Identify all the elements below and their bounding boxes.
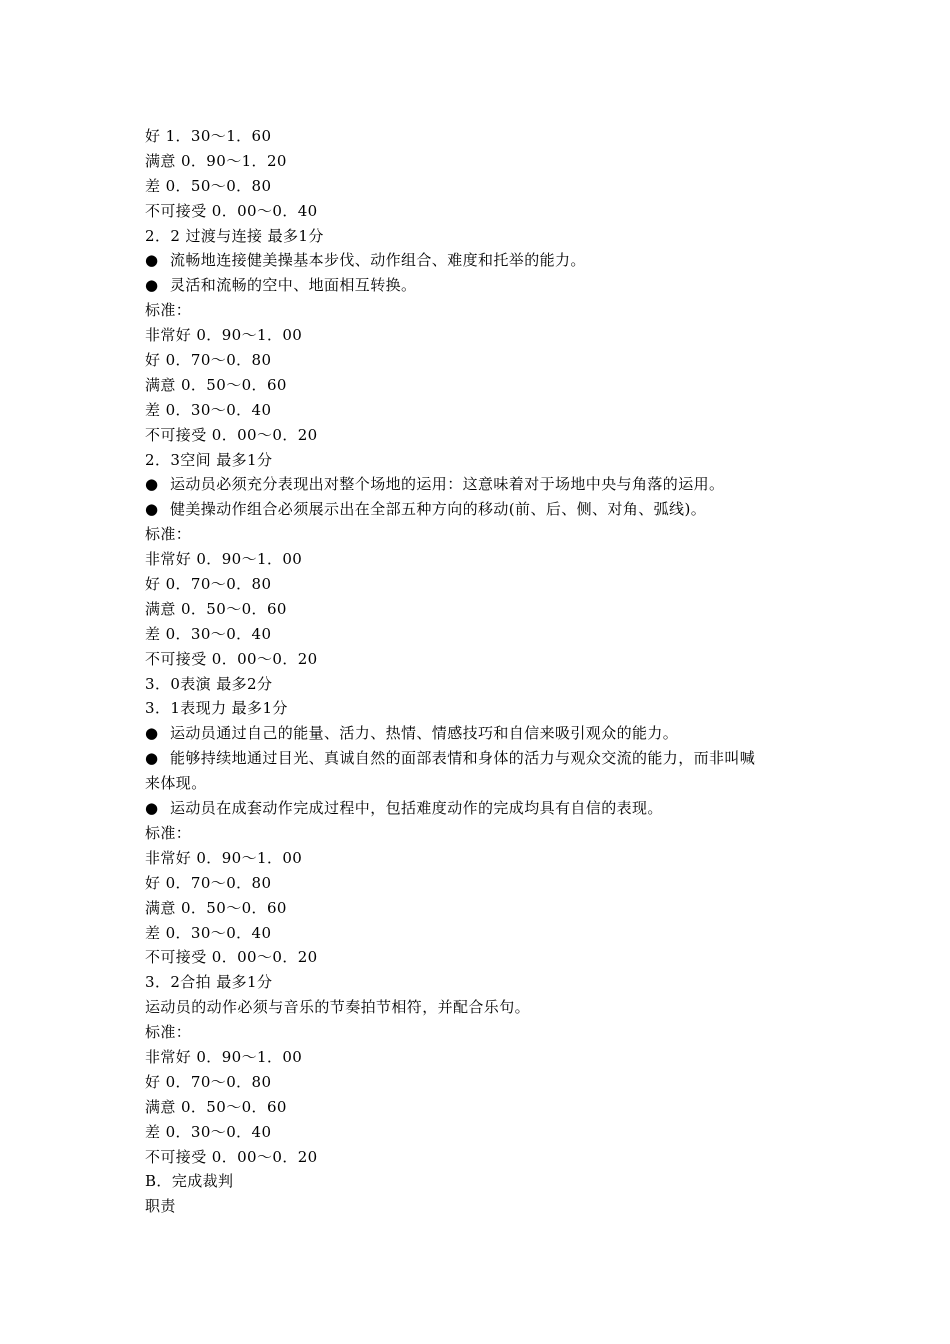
line-text: 能够持续地通过目光、真诚自然的面部表情和身体的活力与观众交流的能力，而非叫喊: [170, 749, 756, 768]
text-line: [145, 1020, 825, 1045]
line-text: 不可接受 0．00～0．20: [145, 425, 318, 444]
text-line: [145, 672, 825, 697]
line-text: 非常好 0．90～1．00: [145, 1047, 303, 1066]
line-text: 2．2 过渡与连接 最多1分: [145, 226, 324, 245]
line-text: 差 0．50～0．80: [145, 176, 272, 195]
line-text: 2．3空间 最多1分: [145, 450, 273, 469]
line-text: 不可接受 0．00～0．40: [145, 201, 318, 220]
line-text: 职责: [145, 1197, 176, 1216]
text-line: [145, 1194, 825, 1219]
line-text: 灵活和流畅的空中、地面相互转换。: [170, 276, 417, 295]
bullet-item: [145, 721, 825, 746]
line-text: 运动员的动作必须与音乐的节奏拍节相符，并配合乐句。: [145, 998, 531, 1017]
text-line: [145, 846, 825, 871]
bullet-icon: ●: [145, 251, 159, 270]
line-text: 流畅地连接健美操基本步伐、动作组合、难度和托举的能力。: [170, 251, 586, 270]
line-text: 差 0．30～0．40: [145, 624, 272, 643]
text-line: [145, 1169, 825, 1194]
line-text: 健美操动作组合必须展示出在全部五种方向的移动(前、后、侧、对角、弧线)。: [170, 500, 707, 519]
text-line: [145, 1095, 825, 1120]
text-line: [145, 995, 825, 1020]
bullet-item: [145, 248, 825, 273]
text-line: [145, 348, 825, 373]
line-text: 好 1．30～1．60: [145, 127, 272, 145]
bullet-icon: ●: [145, 724, 159, 743]
line-text: 非常好 0．90～1．00: [145, 326, 303, 345]
line-text: 好 0．70～0．80: [145, 873, 272, 892]
text-line: [145, 1045, 825, 1070]
line-text: 不可接受 0．00～0．20: [145, 1147, 318, 1166]
line-text: 满意 0．50～0．60: [145, 1097, 287, 1116]
line-text: 差 0．30～0．40: [145, 1122, 272, 1141]
line-text: 3．1表现力 最多1分: [145, 699, 288, 718]
document-body: [145, 124, 825, 1219]
text-line: [145, 896, 825, 921]
text-line: [145, 622, 825, 647]
line-text: 满意 0．90～1．20: [145, 151, 287, 170]
line-text: 满意 0．50～0．60: [145, 375, 287, 394]
line-text: 好 0．70～0．80: [145, 351, 272, 370]
line-text: 运动员在成套动作完成过程中，包括难度动作的完成均具有自信的表现。: [170, 799, 663, 818]
line-text: 差 0．30～0．40: [145, 923, 272, 942]
line-text: 来体现。: [145, 774, 207, 793]
bullet-icon: ●: [145, 276, 159, 295]
text-line: [145, 945, 825, 970]
text-line: [145, 647, 825, 672]
bullet-item: [145, 273, 825, 298]
text-line: [145, 423, 825, 448]
line-text: 差 0．30～0．40: [145, 400, 272, 419]
text-line: [145, 199, 825, 224]
text-line: [145, 1120, 825, 1145]
text-line: [145, 224, 825, 249]
text-line: [145, 323, 825, 348]
line-text: 满意 0．50～0．60: [145, 898, 287, 917]
text-line: [145, 1145, 825, 1170]
line-text: 标准：: [145, 1023, 192, 1042]
bullet-item: [145, 746, 825, 771]
text-line: [145, 771, 825, 796]
bullet-icon: ●: [145, 799, 159, 818]
text-line: [145, 522, 825, 547]
line-text: B．完成裁判: [145, 1172, 234, 1191]
text-line: [145, 398, 825, 423]
bullet-item: [145, 472, 825, 497]
line-text: 标准：: [145, 525, 192, 544]
line-text: 好 0．70～0．80: [145, 575, 272, 594]
text-line: [145, 696, 825, 721]
text-line: [145, 1070, 825, 1095]
line-text: 3．2合拍 最多1分: [145, 973, 273, 992]
line-text: 运动员必须充分表现出对整个场地的运用：这意味着对于场地中央与角落的运用。: [170, 475, 725, 494]
line-text: 非常好 0．90～1．00: [145, 550, 303, 569]
text-line: [145, 921, 825, 946]
bullet-icon: ●: [145, 749, 159, 768]
bullet-icon: ●: [145, 475, 159, 494]
text-line: [145, 871, 825, 896]
line-text: 好 0．70～0．80: [145, 1072, 272, 1091]
line-text: 不可接受 0．00～0．20: [145, 649, 318, 668]
text-line: [145, 298, 825, 323]
text-line: [145, 174, 825, 199]
line-text: 标准：: [145, 823, 192, 842]
line-text: 标准：: [145, 301, 192, 320]
bullet-item: [145, 497, 825, 522]
bullet-icon: ●: [145, 500, 159, 519]
text-line: [145, 149, 825, 174]
line-text: 3．0表演 最多2分: [145, 674, 273, 693]
text-line: [145, 124, 825, 149]
line-text: 运动员通过自己的能量、活力、热情、情感技巧和自信来吸引观众的能力。: [170, 724, 679, 743]
text-line: [145, 448, 825, 473]
text-line: [145, 572, 825, 597]
line-text: 不可接受 0．00～0．20: [145, 948, 318, 967]
text-line: [145, 547, 825, 572]
line-text: 非常好 0．90～1．00: [145, 848, 303, 867]
bullet-item: [145, 796, 825, 821]
text-line: [145, 597, 825, 622]
text-line: [145, 373, 825, 398]
line-text: 满意 0．50～0．60: [145, 599, 287, 618]
text-line: [145, 970, 825, 995]
text-line: [145, 821, 825, 846]
